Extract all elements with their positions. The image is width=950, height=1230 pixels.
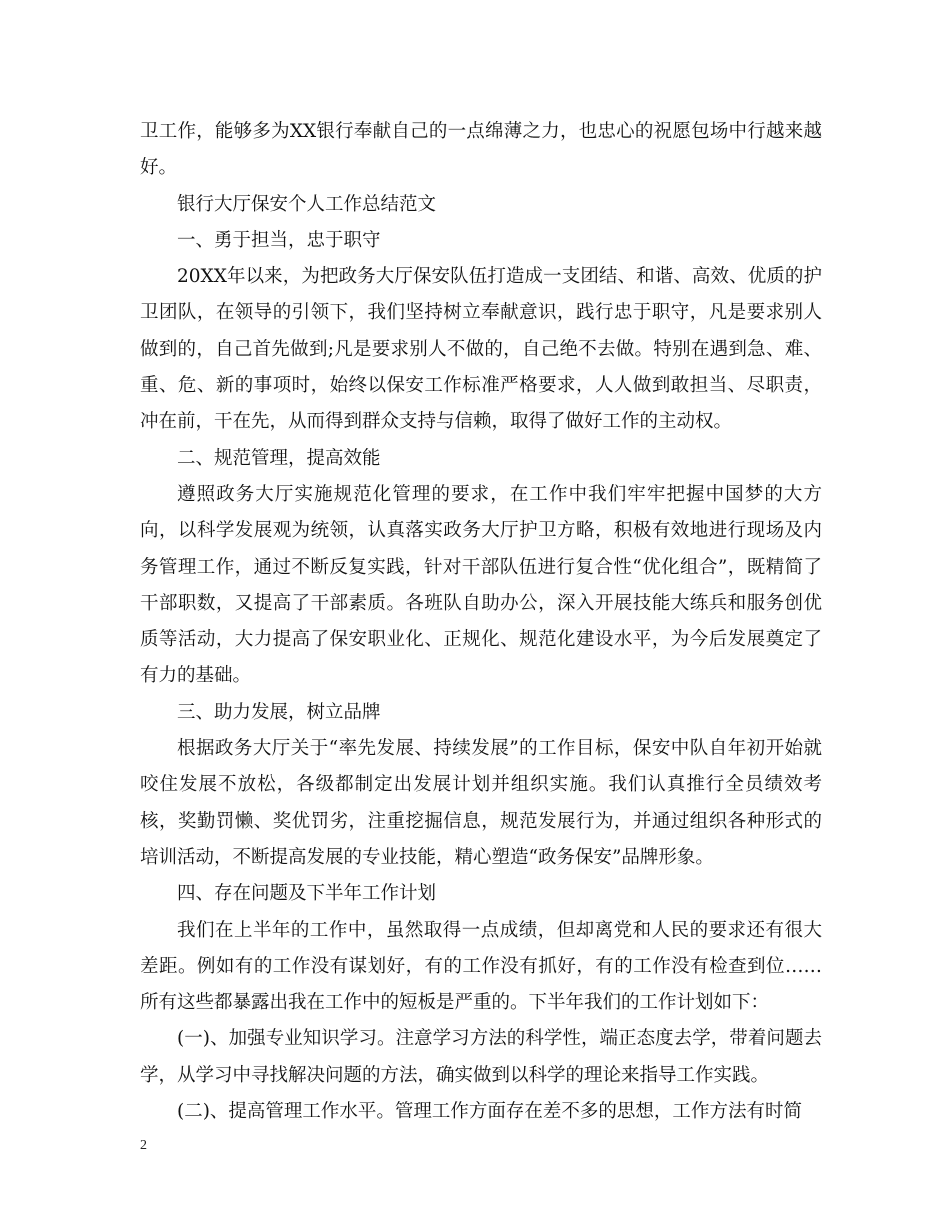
section-heading-4: 四、存在问题及下半年工作计划 (177, 883, 437, 905)
page-number: 2 (140, 1138, 147, 1153)
section-3-paragraph: 根据政务大厅关于“率先发展、持续发展”的工作目标，保安中队自年初开始就咬住发展不放松，各级都制定出发展计划并组织实施。我们认真推行全员绩效考核，奖勤罚懒、奖优罚劣，注重挖掘信息，规范发展行为，并通过组织各种形式的培训活动，不断提高发展的专业技能，精心塑造“政务保安”品牌形象。 (140, 738, 822, 868)
section-heading-2: 二、规范管理，提高效能 (177, 447, 381, 469)
section-4-paragraph: 我们在上半年的工作中，虽然取得一点成绩，但却离党和人民的要求还有很大差距。例如有的工作没有谋划好，有的工作没有抓好，有的工作没有检查到位……所有这些都暴露出我在工作中的短板是严重的。下半年我们的工作计划如下： (140, 919, 822, 1014)
section-heading-3: 三、助力发展，树立品牌 (177, 701, 381, 723)
section-1-paragraph: 20XX年以来，为把政务大厅保安队伍打造成一支团结、和谐、高效、优质的护卫团队，在领导的引领下，我们坚持树立奉献意识，践行忠于职守，凡是要求别人做到的，自己首先做到;凡是要求别人不做的，自己绝不去做。特别在遇到急、难、重、危、新的事项时，始终以保安工作标准严格要求，人人做到敢担当、尽职责，冲在前，干在先，从而得到群众支持与信赖，取得了做好工作的主动权。 (140, 266, 822, 433)
plan-item-2: (二)、提高管理工作水平。管理工作方面存在差不多的思想，工作方法有时简 (177, 1101, 802, 1123)
plan-item-1: (一)、加强专业知识学习。注意学习方法的科学性，端正态度去学，带着问题去学，从学习中寻找解决问题的方法，确实做到以科学的理论来指导工作实践。 (140, 1028, 822, 1086)
document-title: 银行大厅保安个人工作总结范文 (177, 193, 437, 215)
continuation-paragraph: 卫工作，能够多为XX银行奉献自己的一点绵薄之力，也忠心的祝愿包场中行越来越好。 (140, 121, 822, 179)
document-body (140, 114, 822, 1130)
section-heading-1: 一、勇于担当，忠于职守 (177, 229, 381, 251)
section-2-paragraph: 遵照政务大厅实施规范化管理的要求，在工作中我们牢牢把握中国梦的大方向，以科学发展观为统领，认真落实政务大厅护卫方略，积极有效地进行现场及内务管理工作，通过不断反复实践，针对干部队伍进行复合性“优化组合”，既精简了干部职数，又提高了干部素质。各班队自助办公，深入开展技能大练兵和服务创优质等活动，大力提高了保安职业化、正规化、规范化建设水平，为今后发展奠定了有力的基础。 (140, 483, 822, 687)
